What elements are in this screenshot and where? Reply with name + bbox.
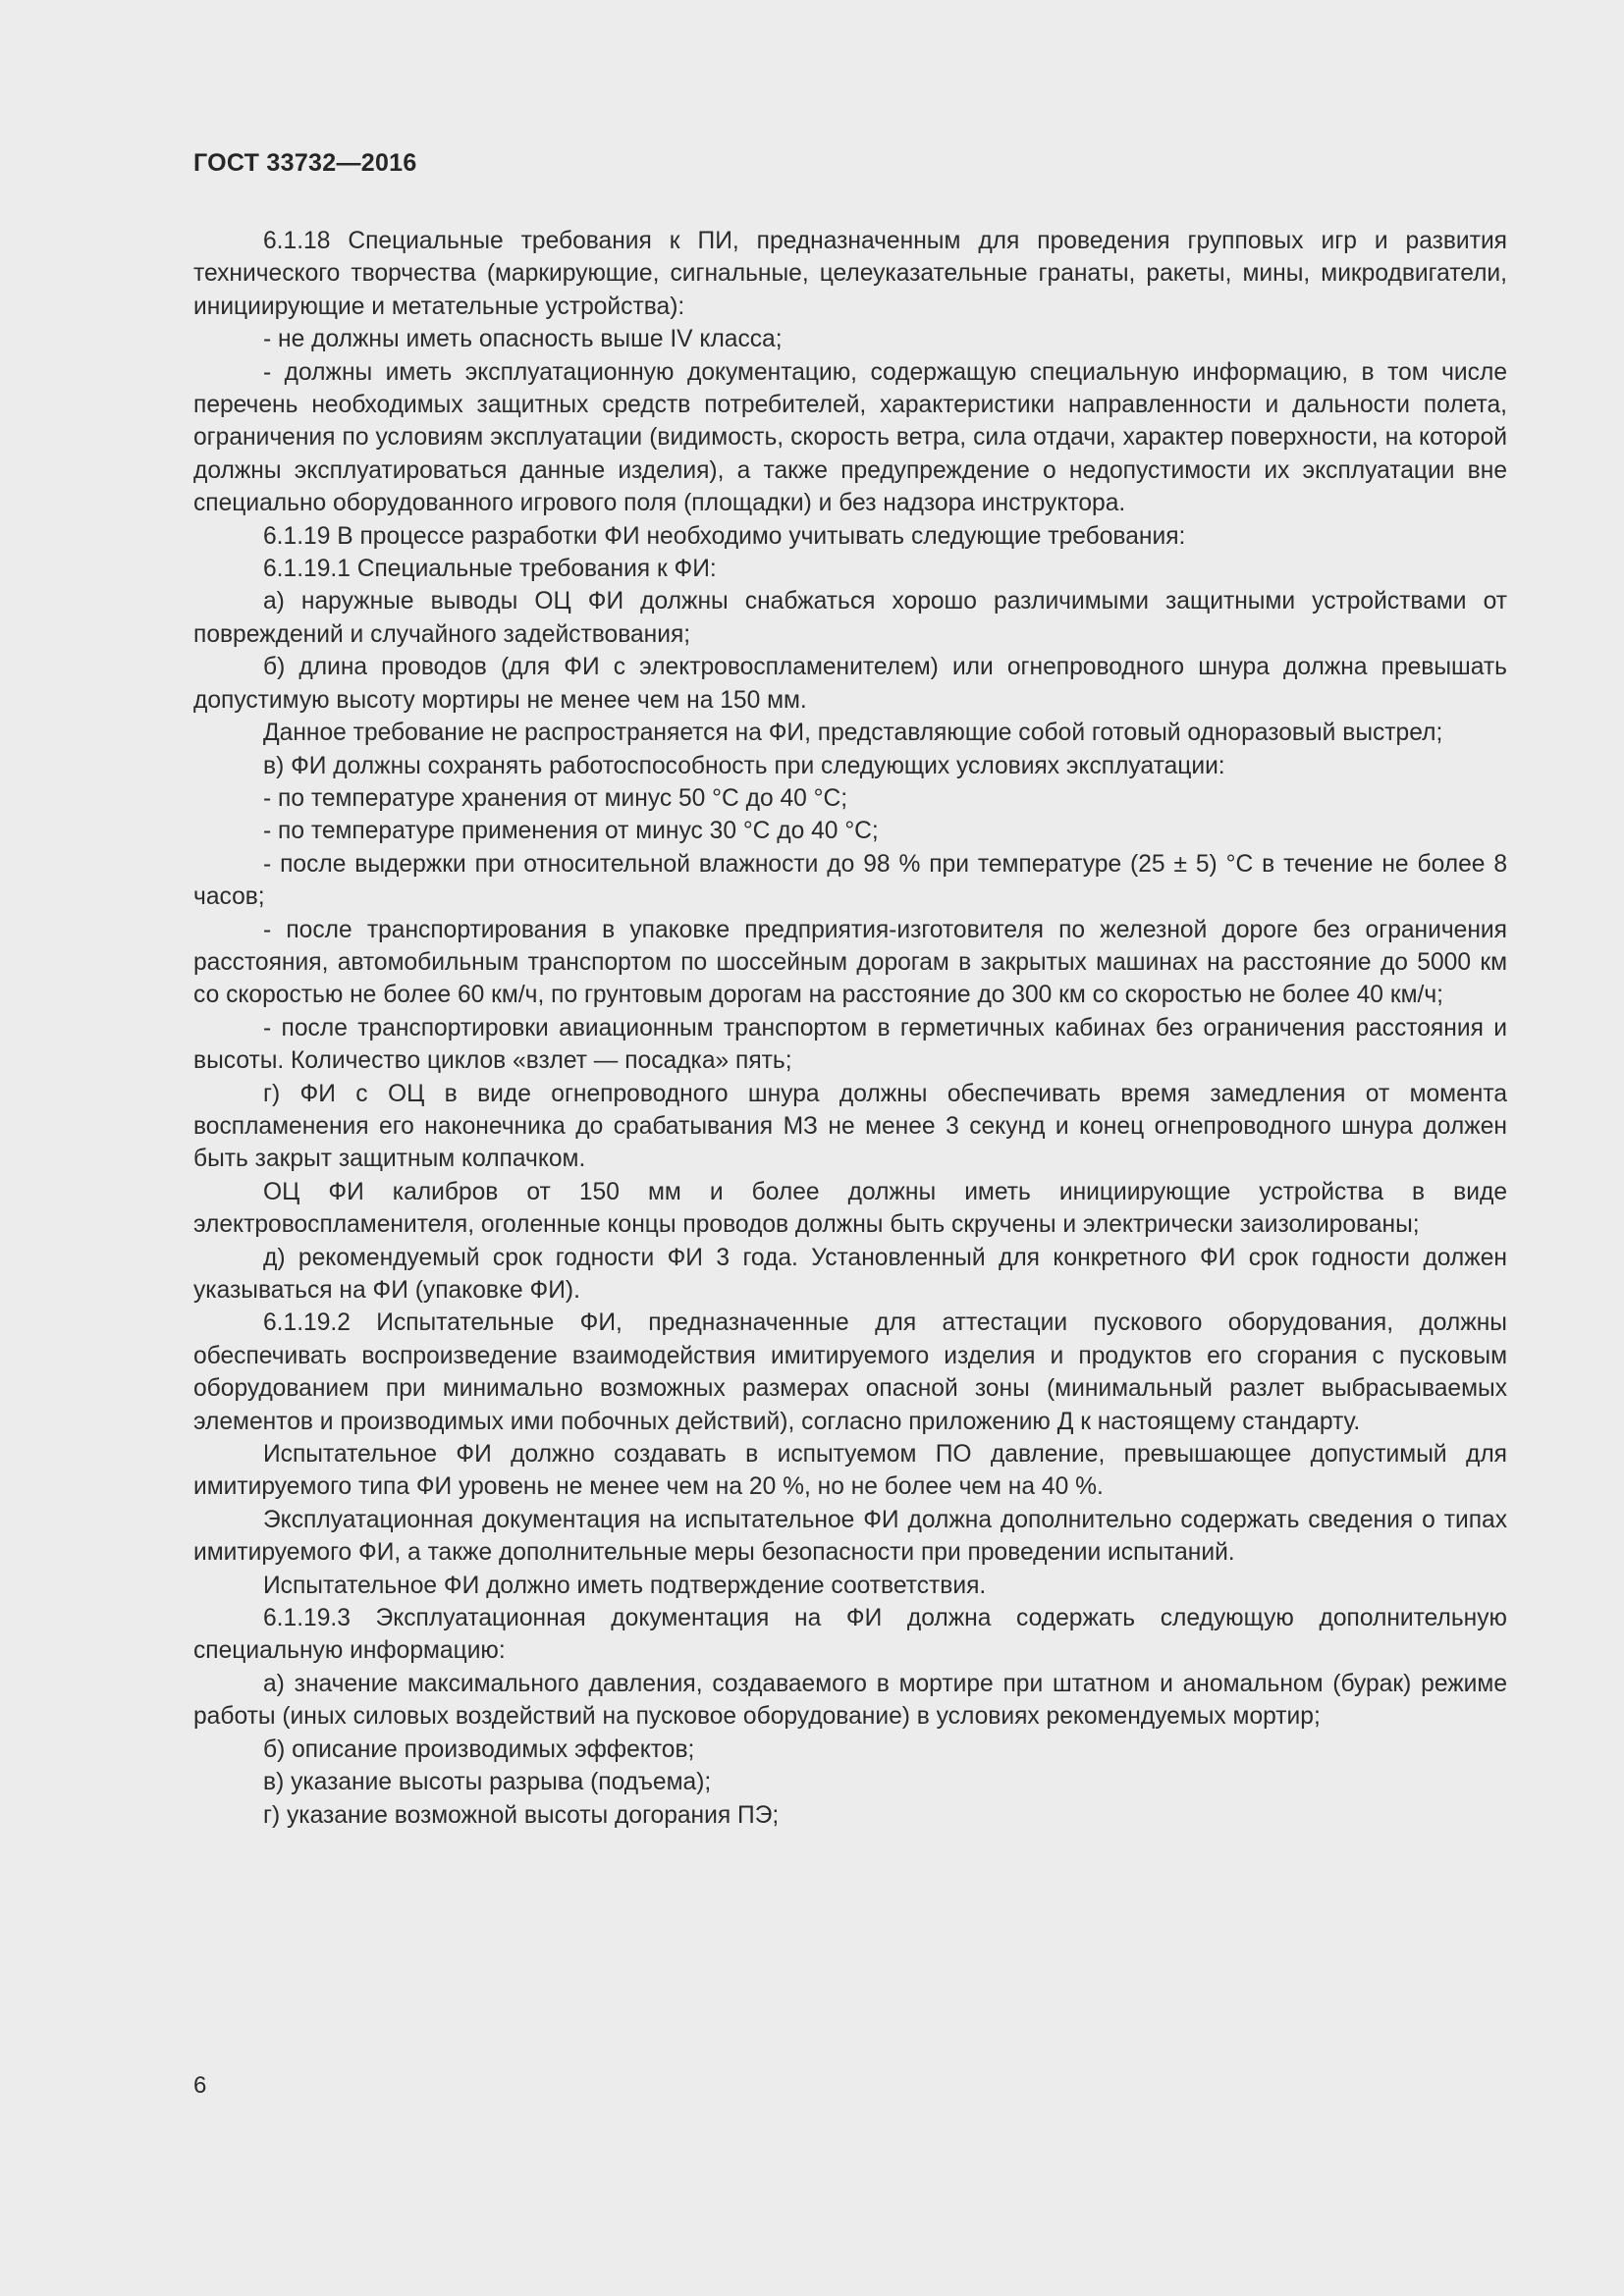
paragraph: - после транспортировки авиационным транспортом в герметичных кабинах без ограничения расстояния и высоты. Количество циклов «взлет — посадка» пять;: [193, 1014, 1507, 1075]
paragraph: - не должны иметь опасность выше IV класса;: [263, 326, 783, 353]
paragraph: Испытательное ФИ должно создавать в испытуемом ПО давление, превышающее допустимый для имитируемого типа ФИ уровень не менее чем на 20 %, но не более чем на 40 %.: [193, 1441, 1507, 1501]
paragraph: б) описание производимых эффектов;: [263, 1735, 695, 1763]
document-body: [193, 225, 1507, 1832]
paragraph: - должны иметь эксплуатационную документацию, содержащую специальную информацию, в том числе перечень необходимых защитных средств потребителей, характеристики направленности и дальности полета, ограничения по условиям эксплуатации (видимость, скорость ветра, сила отдачи, характер поверхности, на которой должны эксплуатироваться данные изделия), а также предупреждение о недопустимости их эксплуатации вне специально оборудованного игрового поля (площадки) и без надзора инструктора.: [193, 358, 1507, 517]
paragraph: - после выдержки при относительной влажности до 98 % при температуре (25 ± 5) °С в течение не более 8 часов;: [193, 850, 1507, 911]
paragraph: - после транспортирования в упаковке предприятия-изготовителя по железной дороге без ограничения расстояния, автомобильным транспортом по шоссейным дорогам в закрытых машинах на расстояние до 5000 км со скоростью не более 60 км/ч, по грунтовым дорогам на расстояние до 300 км со скоростью не более 40 км/ч;: [193, 916, 1507, 1009]
paragraph: - по температуре применения от минус 30 °С до 40 °С;: [263, 818, 879, 845]
paragraph: д) рекомендуемый срок годности ФИ 3 года. Установленный для конкретного ФИ срок годности должен указываться на ФИ (упаковке ФИ).: [193, 1244, 1507, 1304]
paragraph: б) длина проводов (для ФИ с электровоспламенителем) или огнепроводного шнура должна превышать допустимую высоту мортиры не менее чем на 150 мм.: [193, 654, 1507, 714]
paragraph: 6.1.19.1 Специальные требования к ФИ:: [263, 556, 717, 583]
paragraph: г) ФИ с ОЦ в виде огнепроводного шнура должны обеспечивать время замедления от момента воспламенения его наконечника до срабатывания МЗ не менее 3 секунд и конец огнепроводного шнура должен быть закрыт защитным колпачком.: [193, 1080, 1507, 1173]
paragraph: г) указание возможной высоты догорания ПЭ;: [263, 1801, 780, 1829]
paragraph: 6.1.19 В процессе разработки ФИ необходимо учитывать следующие требования:: [263, 522, 1186, 550]
page-number: 6: [193, 2072, 207, 2099]
paragraph: Испытательное ФИ должно иметь подтверждение соответствия.: [263, 1572, 987, 1599]
paragraph: 6.1.19.2 Испытательные ФИ, предназначенные для аттестации пускового оборудования, должны обеспечивать воспроизведение взаимодействия имитируемого изделия и продуктов его сгорания с пусковым оборудованием при минимально возможных размерах опасной зоны (минимальный разлет выбрасываемых элементов и производимых ими побочных действий), согласно приложению Д к настоящему стандарту.: [193, 1309, 1507, 1435]
paragraph: Эксплуатационная документация на испытательное ФИ должна дополнительно содержать сведения о типах имитируемого ФИ, а также дополнительные меры безопасности при проведении испытаний.: [193, 1506, 1507, 1567]
paragraph: в) указание высоты разрыва (подъема);: [263, 1769, 712, 1796]
paragraph: - по температуре хранения от минус 50 °С до 40 °С;: [263, 784, 848, 812]
paragraph: ОЦ ФИ калибров от 150 мм и более должны иметь инициирующие устройства в виде электровоспламенителя, оголенные концы проводов должны быть скручены и электрически заизолированы;: [193, 1178, 1507, 1239]
paragraph: а) наружные выводы ОЦ ФИ должны снабжаться хорошо различимыми защитными устройствами от повреждений и случайного задействования;: [193, 588, 1507, 648]
paragraph: в) ФИ должны сохранять работоспособность при следующих условиях эксплуатации:: [263, 752, 1225, 779]
paragraph: 6.1.19.3 Эксплуатационная документация на ФИ должна содержать следующую дополнительную специальную информацию:: [193, 1605, 1507, 1665]
document-code-header: ГОСТ 33732—2016: [193, 149, 417, 177]
paragraph: 6.1.18 Специальные требования к ПИ, предназначенным для проведения групповых игр и развития технического творчества (маркирующие, сигнальные, целеуказательные гранаты, ракеты, мины, микродвигатели, инициирующие и метательные устройства):: [193, 228, 1507, 320]
paragraph: а) значение максимального давления, создаваемого в мортире при штатном и аномальном (бурак) режиме работы (иных силовых воздействий на пусковое оборудование) в условиях рекомендуемых мортир;: [193, 1670, 1507, 1731]
paragraph: Данное требование не распространяется на ФИ, представляющие собой готовый одноразовый выстрел;: [263, 720, 1443, 747]
